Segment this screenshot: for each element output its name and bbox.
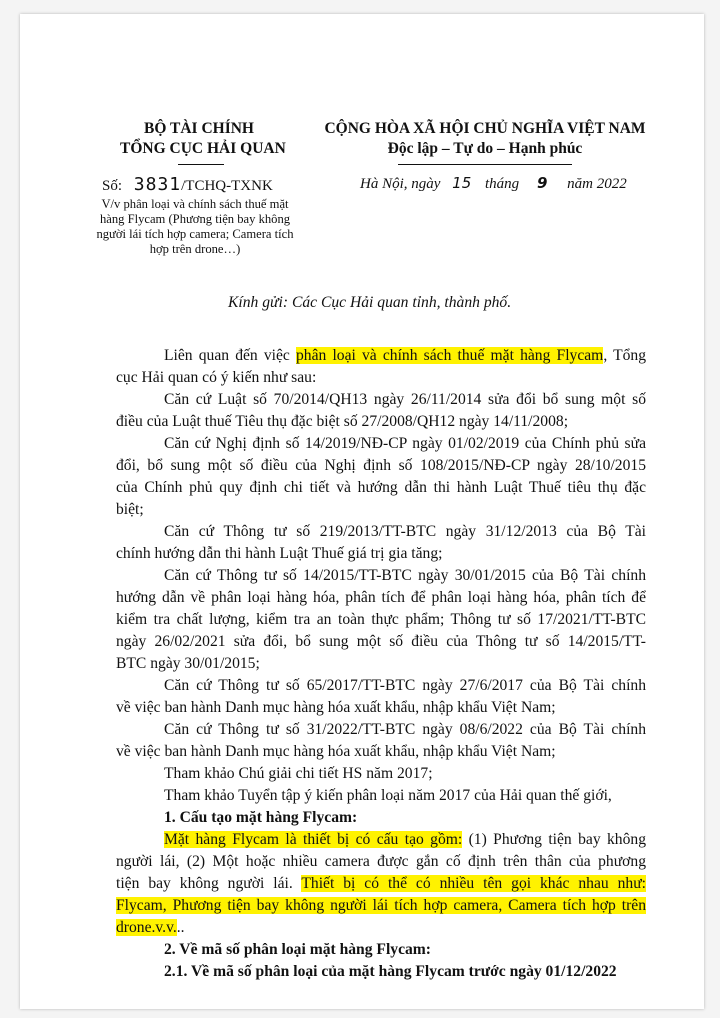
basis-line: BTC ngày 30/01/2015; (116, 655, 260, 672)
date-month: 9 (536, 174, 548, 192)
date-year: năm 2022 (567, 176, 627, 192)
highlight-names: Flycam, Phương tiện bay không người lái tích hợp camera, Camera tích hợp trên (116, 897, 646, 914)
subject-line: hàng Flycam (Phương tiện bay không (99, 212, 291, 226)
subject-line: V/v phân loại và chính sách thuế mặt (101, 197, 289, 211)
intro-line: cục Hải quan có ý kiến như sau: (116, 369, 317, 386)
basis-line: về việc ban hành Danh mục hàng hóa xuất khẩu, nhập khẩu Việt Nam; (116, 699, 556, 716)
basis-line: điều của Luật thuế Tiêu thụ đặc biệt số 27/2008/QH12 ngày 14/11/2008; (116, 413, 569, 430)
basis-line: Căn cứ Nghị định số 14/2019/NĐ-CP ngày 01/02/2019 của Chính phủ sửa (164, 435, 646, 452)
header-right-rule (398, 164, 572, 165)
date-prefix: Hà Nội, ngày (360, 176, 441, 192)
header-left-rule (178, 164, 224, 165)
section-1-line: Mặt hàng Flycam là thiết bị có cấu tạo gồm: (1) Phương tiện bay không (164, 831, 646, 848)
subject-block (84, 197, 306, 257)
national-motto: Độc lập – Tự do – Hạnh phúc (387, 140, 583, 157)
section-1-line: người lái, (2) Một hoặc nhiều camera được gắn cố định trên thân của phương (116, 853, 646, 870)
section-heading: 2. Về mã số phân loại mặt hàng Flycam: (164, 941, 431, 958)
basis-line: Căn cứ Luật số 70/2014/QH13 ngày 26/11/2014 sửa đổi bổ sung một số (164, 391, 646, 408)
basis-line: chính hướng dẫn thi hành Luật Thuế giá trị gia tăng; (116, 545, 443, 562)
section-1-line: tiện bay không người lái. Thiết bị có thể có nhiều tên gọi khác nhau như: (116, 875, 647, 892)
subject-line: hợp trên drone…) (149, 242, 241, 256)
intro-line: Liên quan đến việc phân loại và chính sách thuế mặt hàng Flycam, Tổng (164, 347, 646, 364)
basis-line: về việc ban hành Danh mục hàng hóa xuất khẩu, nhập khẩu Việt Nam; (116, 743, 556, 760)
highlight-names: Thiết bị có thể có nhiều tên gọi khác nhau như: (301, 875, 647, 892)
nation-title: CỘNG HÒA XÃ HỘI CHỦ NGHĨA VIỆT NAM (324, 120, 646, 137)
number-value: 3831 (133, 174, 182, 195)
basis-line: kiểm tra chất lượng, kiểm tra an toàn thực phẩm; Thông tư số 17/2021/TT-BTC (116, 611, 646, 628)
basis-line: ngày 26/02/2021 sửa đổi, bổ sung một số điều của Thông tư số 14/2015/TT- (116, 633, 646, 650)
department-name: TỔNG CỤC HẢI QUAN (120, 140, 286, 157)
document-number (102, 174, 273, 195)
month-label: tháng (485, 176, 520, 192)
issue-date (360, 174, 627, 193)
basis-line: Căn cứ Thông tư số 65/2017/TT-BTC ngày 27/6/2017 của Bộ Tài chính (164, 677, 646, 694)
basis-line: Căn cứ Thông tư số 219/2013/TT-BTC ngày 31/12/2013 của Bộ Tài (164, 523, 646, 540)
section-heading: 1. Cấu tạo mặt hàng Flycam: (164, 809, 358, 826)
number-label: Số: (102, 178, 123, 194)
basis-line: biệt; (116, 501, 144, 518)
date-day: 15 (452, 174, 472, 192)
subject-line: người lái tích hợp camera; Camera tích (96, 227, 294, 241)
section-1-line: drone.v.v... (116, 919, 185, 936)
highlight-names: drone.v.v. (116, 919, 177, 936)
document-page (20, 14, 704, 1009)
section-1-line (116, 895, 646, 917)
body-text (116, 345, 646, 983)
number-code: /TCHQ-TXNK (181, 178, 273, 194)
basis-line: đổi, bổ sung một số điều của Nghị định số 108/2015/NĐ-CP ngày 28/10/2015 (116, 457, 646, 474)
highlight-subject: phân loại và chính sách thuế mặt hàng Flycam (296, 347, 604, 364)
reference-line: Tham khảo Chú giải chi tiết HS năm 2017; (164, 765, 433, 782)
recipient-line: Kính gửi: Các Cục Hải quan tỉnh, thành phố. (228, 294, 512, 311)
section-heading: 2.1. Về mã số phân loại của mặt hàng Flycam trước ngày 01/12/2022 (164, 963, 617, 980)
highlight-structure: Mặt hàng Flycam là thiết bị có cấu tạo gồm: (164, 831, 463, 848)
reference-line: Tham khảo Tuyển tập ý kiến phân loại năm 2017 của Hải quan thế giới, (164, 787, 612, 804)
basis-line: Căn cứ Thông tư số 31/2022/TT-BTC ngày 08/6/2022 của Bộ Tài chính (164, 721, 646, 738)
basis-line: hướng dẫn về phân loại hàng hóa, phân tích để phân loại hàng hóa, phân tích để (116, 589, 646, 606)
ministry-name: BỘ TÀI CHÍNH (144, 120, 254, 137)
basis-line: Căn cứ Thông tư số 14/2015/TT-BTC ngày 30/01/2015 của Bộ Tài chính (164, 567, 646, 584)
basis-line: của Chính phủ quy định chi tiết và hướng dẫn thi hành Luật Thuế tiêu thụ đặc (116, 479, 646, 496)
